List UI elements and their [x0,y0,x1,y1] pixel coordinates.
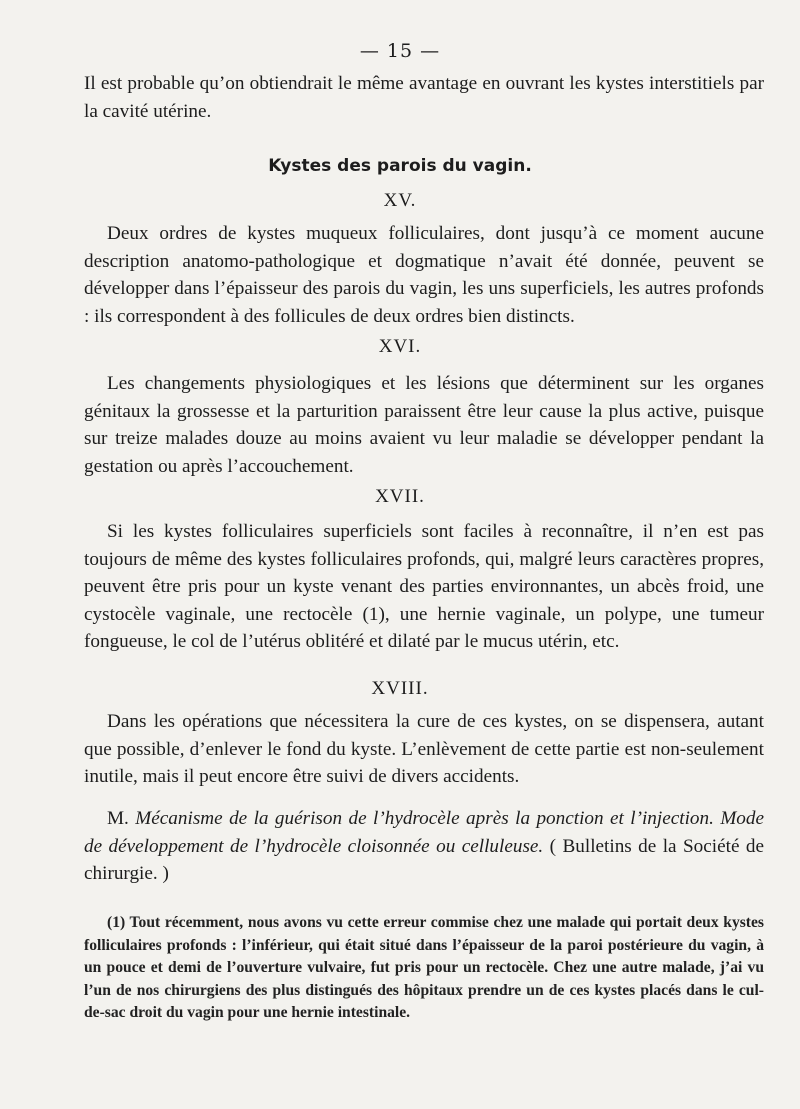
memoire-letter: M. [107,808,129,829]
footnote-block [84,912,764,1025]
section-xv-paragraph-block [84,220,764,330]
intro-paragraph-block [84,70,764,125]
footnote-text: (1) Tout récemment, nous avons vu cette erreur commise chez une malade qui portait deux kystes folliculaires profonds : l’inférieur, qui était situé dans l’épaisseur de la paroi postérieure du vagin, à un pouce et demi de l’ouverture vulvaire, fut pris pour un rectocèle. Chez une autre malade, j’ai vu l’un de nos chirurgiens des plus distingués des hôpitaux prendre un de ces kystes placés dans le cul-de-sac droit du vagin pour une hernie intestinale. [84,914,764,1021]
memoire-paragraph [84,805,764,888]
section-numeral-xviii: XVIII. [371,678,429,699]
intro-paragraph: Il est probable qu’on obtiendrait le même avantage en ouvrant les kystes interstitiels par la cavité utérine. [84,73,764,122]
section-xvi-paragraph-block [84,370,764,480]
section-title: Kystes des parois du vagin. [268,156,532,176]
section-xviii-paragraph: Dans les opérations que nécessitera la cure de ces kystes, on se dispensera, autant que possible, d’enlever le fond du kyste. L’enlèvement de cette partie est non-seulement inutile, mais il peut encore être suivi de divers accidents. [84,711,764,787]
section-numeral-xvii: XVII. [375,486,425,507]
section-xviii-paragraph-block [84,708,764,791]
section-numeral-xvi: XVI. [378,336,422,357]
memoire-title: Mécanisme de la guérison de l’hydrocèle après la ponction et l’injection. Mode de développement de l’hydrocèle cloisonnée ou celluleuse. [84,808,765,857]
section-numeral-xv: XV. [383,190,417,211]
section-xvi-paragraph: Les changements physiologiques et les lésions que déterminent sur les organes génitaux la grossesse et la parturition paraissent être leur cause la plus active, puisque sur treize malades douze au moins avaient vu leur maladie se développer pendant la gestation ou après l’accouchement. [84,373,764,477]
memoire-source: ( Bulletins de la Société de chirurgie. ) [84,835,764,884]
section-xvii-paragraph: Si les kystes folliculaires superficiels sont faciles à reconnaître, il n’en est pas toujours de même des kystes folliculaires profonds, qui, malgré leurs caractères propres, peuvent être pris pour un kyste venant des parties environnantes, un abcès froid, une cystocèle vaginale, une rectocèle (1), une hernie vaginale, un polype, une tumeur fongueuse, le col de l’utérus oblitéré et dilaté par le mucus utérin, etc. [84,521,764,652]
memoire-paragraph-block [84,805,764,888]
section-xvii-paragraph-block [84,518,764,656]
section-xv-paragraph: Deux ordres de kystes muqueux folliculaires, dont jusqu’à ce moment aucune description anatomo-pathologique et dogmatique n’avait été donnée, peuvent se développer dans l’épaisseur des parois du vagin, les uns superficiels, les autres profonds : ils correspondent à des follicules de deux ordres bien distincts. [84,223,764,327]
page-number: — 15 — [359,40,441,62]
